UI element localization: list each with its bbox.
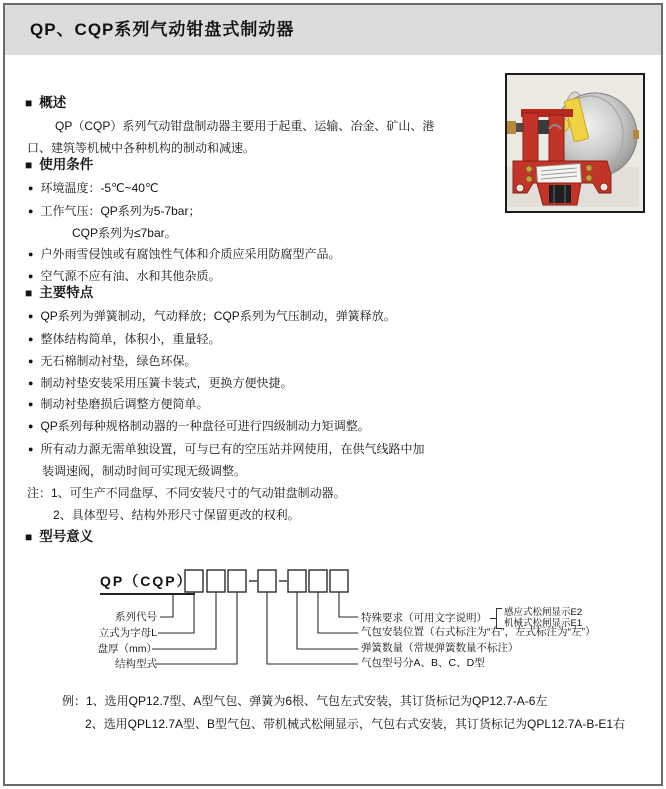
condition-item (28, 204, 200, 219)
model-right-label-air-position: 气包安装位置（右式标注为“右”，左式标注为“左”） (361, 626, 596, 638)
overview-line-1: QP（CQP）系列气动钳盘制动器主要用于起重、运输、冶金、矿山、港 (55, 119, 435, 133)
condition-pressure-sub: CQP系列为≤7bar。 (72, 226, 177, 240)
example-line-1: 例：1、选用QP12.7型、A型气包、弹簧为6根、气包左式安装，其订货标记为QP12.7-A-6左 (62, 694, 548, 708)
feature-text: QP系列每种规格制动器的一种盘径可进行四级制动力矩调整。 (40, 419, 370, 433)
bullet-icon: ● (28, 249, 34, 259)
condition-item (28, 269, 220, 284)
special-option-bottom: 机械式松闸显示E1 (504, 618, 583, 629)
section-heading-model (25, 529, 93, 545)
feature-item (28, 332, 220, 347)
bullet-icon: ● (28, 399, 34, 409)
note-line-1: 注：1、可生产不同盘厚、不同安装尺寸的气动钳盘制动器。 (27, 486, 346, 500)
feature-item (28, 442, 424, 457)
condition-text: 环境温度：-5℃~40℃ (40, 181, 159, 195)
bullet-icon: ● (28, 421, 34, 431)
section-heading-text: 型号意义 (39, 529, 94, 544)
bullet-icon: ● (28, 183, 34, 193)
feature-text: 无石棉制动衬垫，绿色环保。 (40, 354, 197, 368)
overview-line-2: 口、建筑等机械中各种机构的制动和减速。 (27, 141, 256, 155)
section-heading-text: 使用条件 (39, 157, 94, 172)
section-heading-features (25, 285, 93, 301)
special-requirement-text: 特殊要求（可用文字说明） (361, 611, 487, 624)
section-heading-overview (25, 95, 66, 111)
example-line-2: 2、选用QPL12.7A型、B型气包、带机械式松闸显示，气包右式安装，其订货标记为QPL12.7A-B-E1右 (85, 717, 626, 731)
bullet-icon: ● (28, 378, 34, 388)
model-left-label-vertical: 立式为字母L (98, 627, 157, 639)
bullet-icon: ● (28, 334, 34, 344)
model-left-label-structure: 结构型式 (115, 658, 157, 670)
feature-item-continued: 装调速阀，制动时间可实现无级调整。 (42, 464, 247, 478)
section-heading-text: 主要特点 (39, 285, 94, 300)
model-prefix: QP（CQP） (100, 571, 195, 595)
header-bar (5, 5, 661, 55)
feature-text: 制动衬垫磨损后调整方便简单。 (40, 397, 209, 411)
section-heading-text: 概述 (39, 95, 67, 110)
feature-item (28, 419, 370, 434)
square-marker-icon: ■ (25, 158, 33, 172)
feature-item (28, 354, 196, 369)
model-left-label-disc-thickness: 盘厚（mm） (97, 643, 157, 655)
section-heading-conditions (25, 157, 93, 173)
feature-item (28, 309, 396, 324)
feature-item (28, 376, 292, 391)
condition-text: 空气源不应有油、水和其他杂质。 (40, 269, 221, 283)
condition-text: 户外雨雪侵蚀或有腐蚀性气体和介质应采用防腐型产品。 (40, 247, 341, 261)
bullet-icon: ● (28, 356, 34, 366)
feature-text: 整体结构简单，体积小，重量轻。 (40, 332, 221, 346)
condition-item (28, 247, 340, 262)
feature-text: 制动衬垫安装采用压簧卡装式，更换方便快捷。 (40, 376, 293, 390)
feature-text: 所有动力源无需单独设置，可与已有的空压站并网使用，在供气线路中加 (40, 442, 425, 456)
model-right-label-air-type: 气包型号分A、B、C、D型 (361, 657, 485, 669)
square-marker-icon: ■ (25, 530, 33, 544)
bullet-icon: ● (28, 311, 34, 321)
bullet-icon: ● (28, 444, 34, 454)
condition-item (28, 181, 158, 196)
model-right-label-spring-count: 弹簧数量（常规弹簧数量不标注） (361, 642, 519, 654)
condition-text: 工作气压：QP系列为5-7bar； (40, 204, 201, 218)
model-left-label-series: 系列代号 (115, 611, 157, 623)
product-photo (505, 73, 645, 213)
bullet-icon: ● (28, 271, 34, 281)
brake-product-illustration (507, 75, 639, 207)
feature-text: QP系列为弹簧制动，气动释放；CQP系列为气压制动，弹簧释放。 (40, 309, 396, 323)
page-title: QP、CQP系列气动钳盘式制动器 (30, 20, 295, 39)
square-marker-icon: ■ (25, 96, 33, 110)
square-marker-icon: ■ (25, 286, 33, 300)
special-option-top: 感应式松闸显示E2 (504, 607, 583, 618)
bullet-icon: ● (28, 206, 34, 216)
note-line-2: 2、具体型号、结构外形尺寸保留更改的权利。 (53, 508, 300, 522)
feature-item (28, 397, 208, 412)
